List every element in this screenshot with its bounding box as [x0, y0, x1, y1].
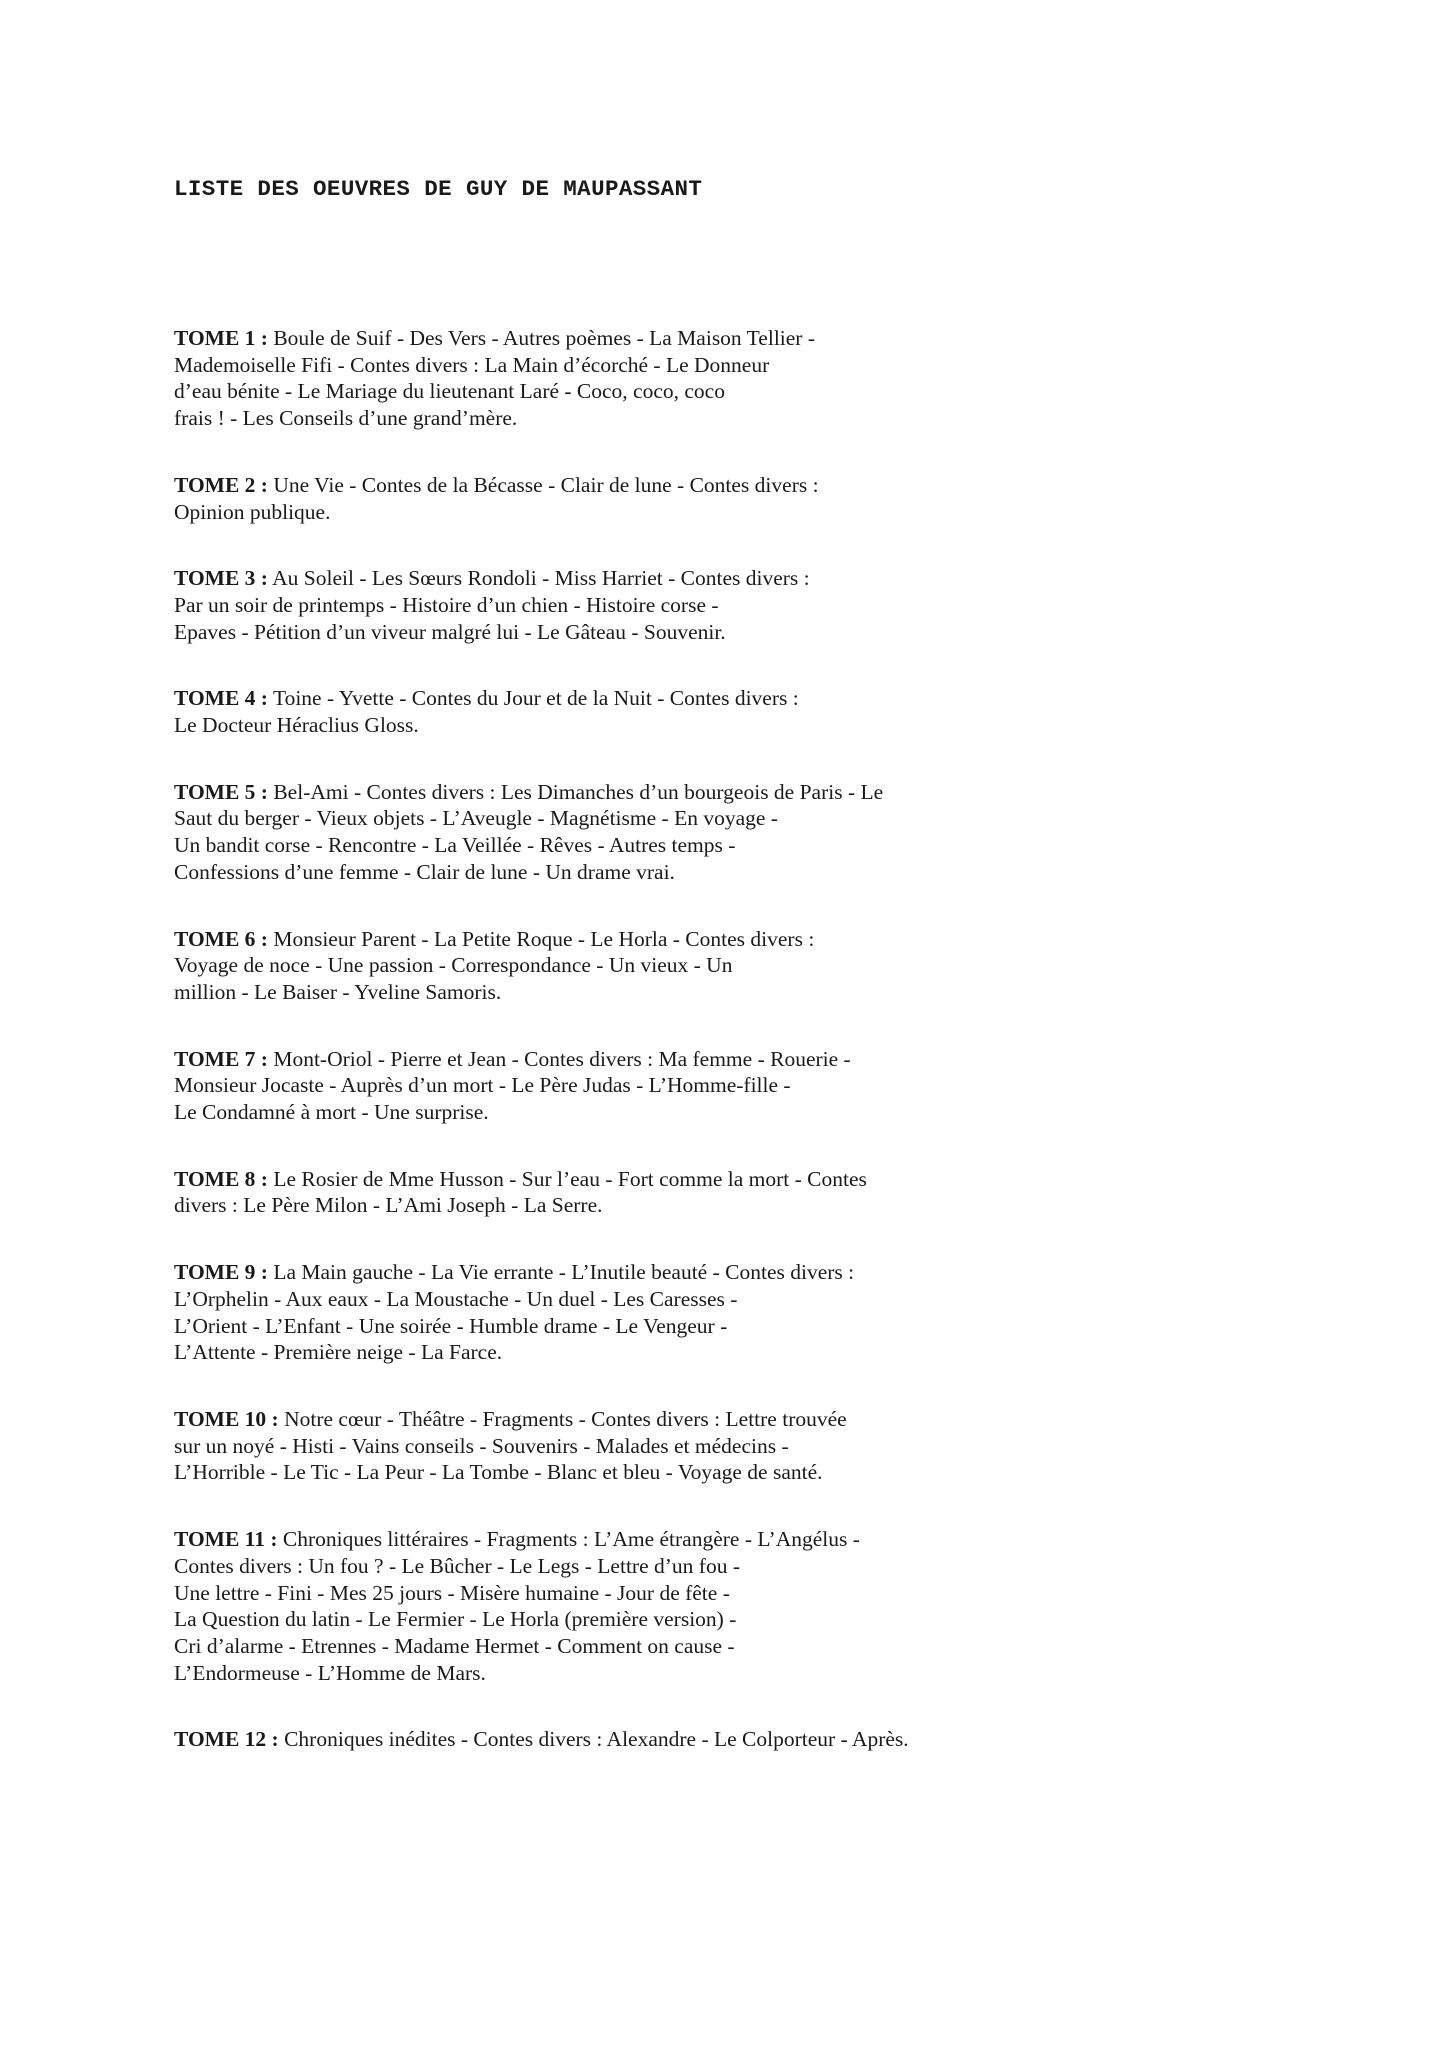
tome-label: TOME 1 : — [174, 326, 268, 350]
tome-line — [174, 1259, 1304, 1286]
tome-line — [174, 1726, 1304, 1753]
tome-line: Mademoiselle Fifi - Contes divers : La Main d’écorché - Le Donneur — [174, 352, 770, 377]
tome-entry-1 — [174, 325, 1304, 432]
tome-entry-3 — [174, 565, 1304, 645]
tome-line: Confessions d’une femme - Clair de lune - Un drame vrai. — [174, 859, 675, 884]
tome-label: TOME 2 : — [174, 472, 268, 497]
tome-text: Boule de Suif - Des Vers - Autres poèmes - La Maison Tellier - — [267, 326, 816, 350]
tome-label: TOME 10 : — [174, 1406, 279, 1431]
tome-line: Epaves - Pétition d’un viveur malgré lui - Le Gâteau - Souvenir. — [174, 619, 726, 644]
tome-line — [174, 685, 1304, 712]
tome-entry-6 — [174, 926, 1304, 1006]
tome-line: La Question du latin - Le Fermier - Le Horla (première version) - — [174, 1607, 737, 1632]
tome-label: TOME 6 : — [174, 926, 268, 951]
tome-text: Toine - Yvette - Contes du Jour et de la Nuit - Contes divers : — [267, 686, 799, 711]
tome-line — [174, 926, 1304, 953]
tome-line: frais ! - Les Conseils d’une grand’mère. — [174, 406, 518, 431]
tome-label: TOME 11 : — [174, 1527, 278, 1552]
tome-line: L’Attente - Première neige - La Farce. — [174, 1340, 503, 1365]
tome-line: Contes divers : Un fou ? - Le Bûcher - Le Legs - Lettre d’un fou - — [174, 1553, 740, 1578]
tome-text: Bel-Ami - Contes divers : Les Dimanches d’un bourgeois de Paris - Le — [267, 779, 884, 804]
tome-entry-12 — [174, 1726, 1304, 1753]
tome-line: Saut du berger - Vieux objets - L’Aveugle - Magnétisme - En voyage - — [174, 806, 778, 831]
tome-text: Au Soleil - Les Sœurs Rondoli - Miss Harriet - Contes divers : — [267, 566, 810, 591]
tome-line: Un bandit corse - Rencontre - La Veillée - Rêves - Autres temps - — [174, 833, 736, 858]
tome-text: Monsieur Parent - La Petite Roque - Le Horla - Contes divers : — [267, 926, 815, 951]
tome-entry-11 — [174, 1526, 1304, 1686]
tome-line: Une lettre - Fini - Mes 25 jours - Misère humaine - Jour de fête - — [174, 1580, 730, 1605]
tome-text: Mont-Oriol - Pierre et Jean - Contes divers : Ma femme - Rouerie - — [267, 1046, 851, 1071]
tome-line: Voyage de noce - Une passion - Correspondance - Un vieux - Un — [174, 953, 733, 978]
tome-entry-5 — [174, 779, 1304, 886]
tome-list — [174, 325, 1304, 1793]
tome-entry-4 — [174, 685, 1304, 738]
tome-text: Le Rosier de Mme Husson - Sur l’eau - Fort comme la mort - Contes — [267, 1166, 867, 1191]
tome-line: Opinion publique. — [174, 499, 331, 524]
tome-line — [174, 472, 1304, 499]
tome-text: Chroniques littéraires - Fragments : L’Ame étrangère - L’Angélus - — [277, 1527, 860, 1552]
tome-line: sur un noyé - Histi - Vains conseils - Souvenirs - Malades et médecins - — [174, 1433, 789, 1458]
tome-line — [174, 1166, 1304, 1193]
tome-line: Le Condamné à mort - Une surprise. — [174, 1100, 489, 1125]
tome-entry-2 — [174, 472, 1304, 525]
tome-text: La Main gauche - La Vie errante - L’Inutile beauté - Contes divers : — [267, 1260, 855, 1285]
tome-entry-9 — [174, 1259, 1304, 1366]
tome-line: Le Docteur Héraclius Gloss. — [174, 713, 419, 738]
tome-line: Cri d’alarme - Etrennes - Madame Hermet - Comment on cause - — [174, 1633, 735, 1658]
tome-text: Notre cœur - Théâtre - Fragments - Contes divers : Lettre trouvée — [278, 1406, 847, 1431]
tome-line — [174, 1526, 1304, 1553]
tome-text: Chroniques inédites - Contes divers : Alexandre - Le Colporteur - Après. — [278, 1727, 909, 1752]
tome-line — [174, 1406, 1304, 1433]
tome-label: TOME 5 : — [174, 779, 268, 804]
tome-entry-8 — [174, 1166, 1304, 1219]
tome-line — [174, 1046, 1304, 1073]
tome-label: TOME 4 : — [174, 686, 268, 711]
tome-line: divers : Le Père Milon - L’Ami Joseph - La Serre. — [174, 1193, 603, 1218]
tome-line: L’Horrible - Le Tic - La Peur - La Tombe - Blanc et bleu - Voyage de santé. — [174, 1460, 823, 1485]
tome-label: TOME 8 : — [174, 1166, 268, 1191]
document-title: LISTE DES OEUVRES DE GUY DE MAUPASSANT — [174, 176, 703, 202]
tome-line: million - Le Baiser - Yveline Samoris. — [174, 979, 502, 1004]
tome-line: d’eau bénite - Le Mariage du lieutenant Laré - Coco, coco, coco — [174, 379, 725, 404]
tome-entry-10 — [174, 1406, 1304, 1486]
tome-label: TOME 3 : — [174, 566, 268, 591]
tome-line — [174, 779, 1304, 806]
tome-line: Monsieur Jocaste - Auprès d’un mort - Le Père Judas - L’Homme-fille - — [174, 1073, 791, 1098]
tome-label: TOME 9 : — [174, 1260, 268, 1285]
tome-line: L’Endormeuse - L’Homme de Mars. — [174, 1660, 486, 1685]
tome-label: TOME 12 : — [174, 1727, 279, 1752]
tome-label: TOME 7 : — [174, 1046, 268, 1071]
tome-text: Une Vie - Contes de la Bécasse - Clair de lune - Contes divers : — [267, 472, 819, 497]
tome-line — [174, 325, 1304, 352]
tome-line: L’Orphelin - Aux eaux - La Moustache - Un duel - Les Caresses - — [174, 1286, 738, 1311]
tome-line: L’Orient - L’Enfant - Une soirée - Humble drame - Le Vengeur - — [174, 1313, 728, 1338]
tome-entry-7 — [174, 1046, 1304, 1126]
tome-line — [174, 565, 1304, 592]
tome-line: Par un soir de printemps - Histoire d’un chien - Histoire corse - — [174, 592, 719, 617]
